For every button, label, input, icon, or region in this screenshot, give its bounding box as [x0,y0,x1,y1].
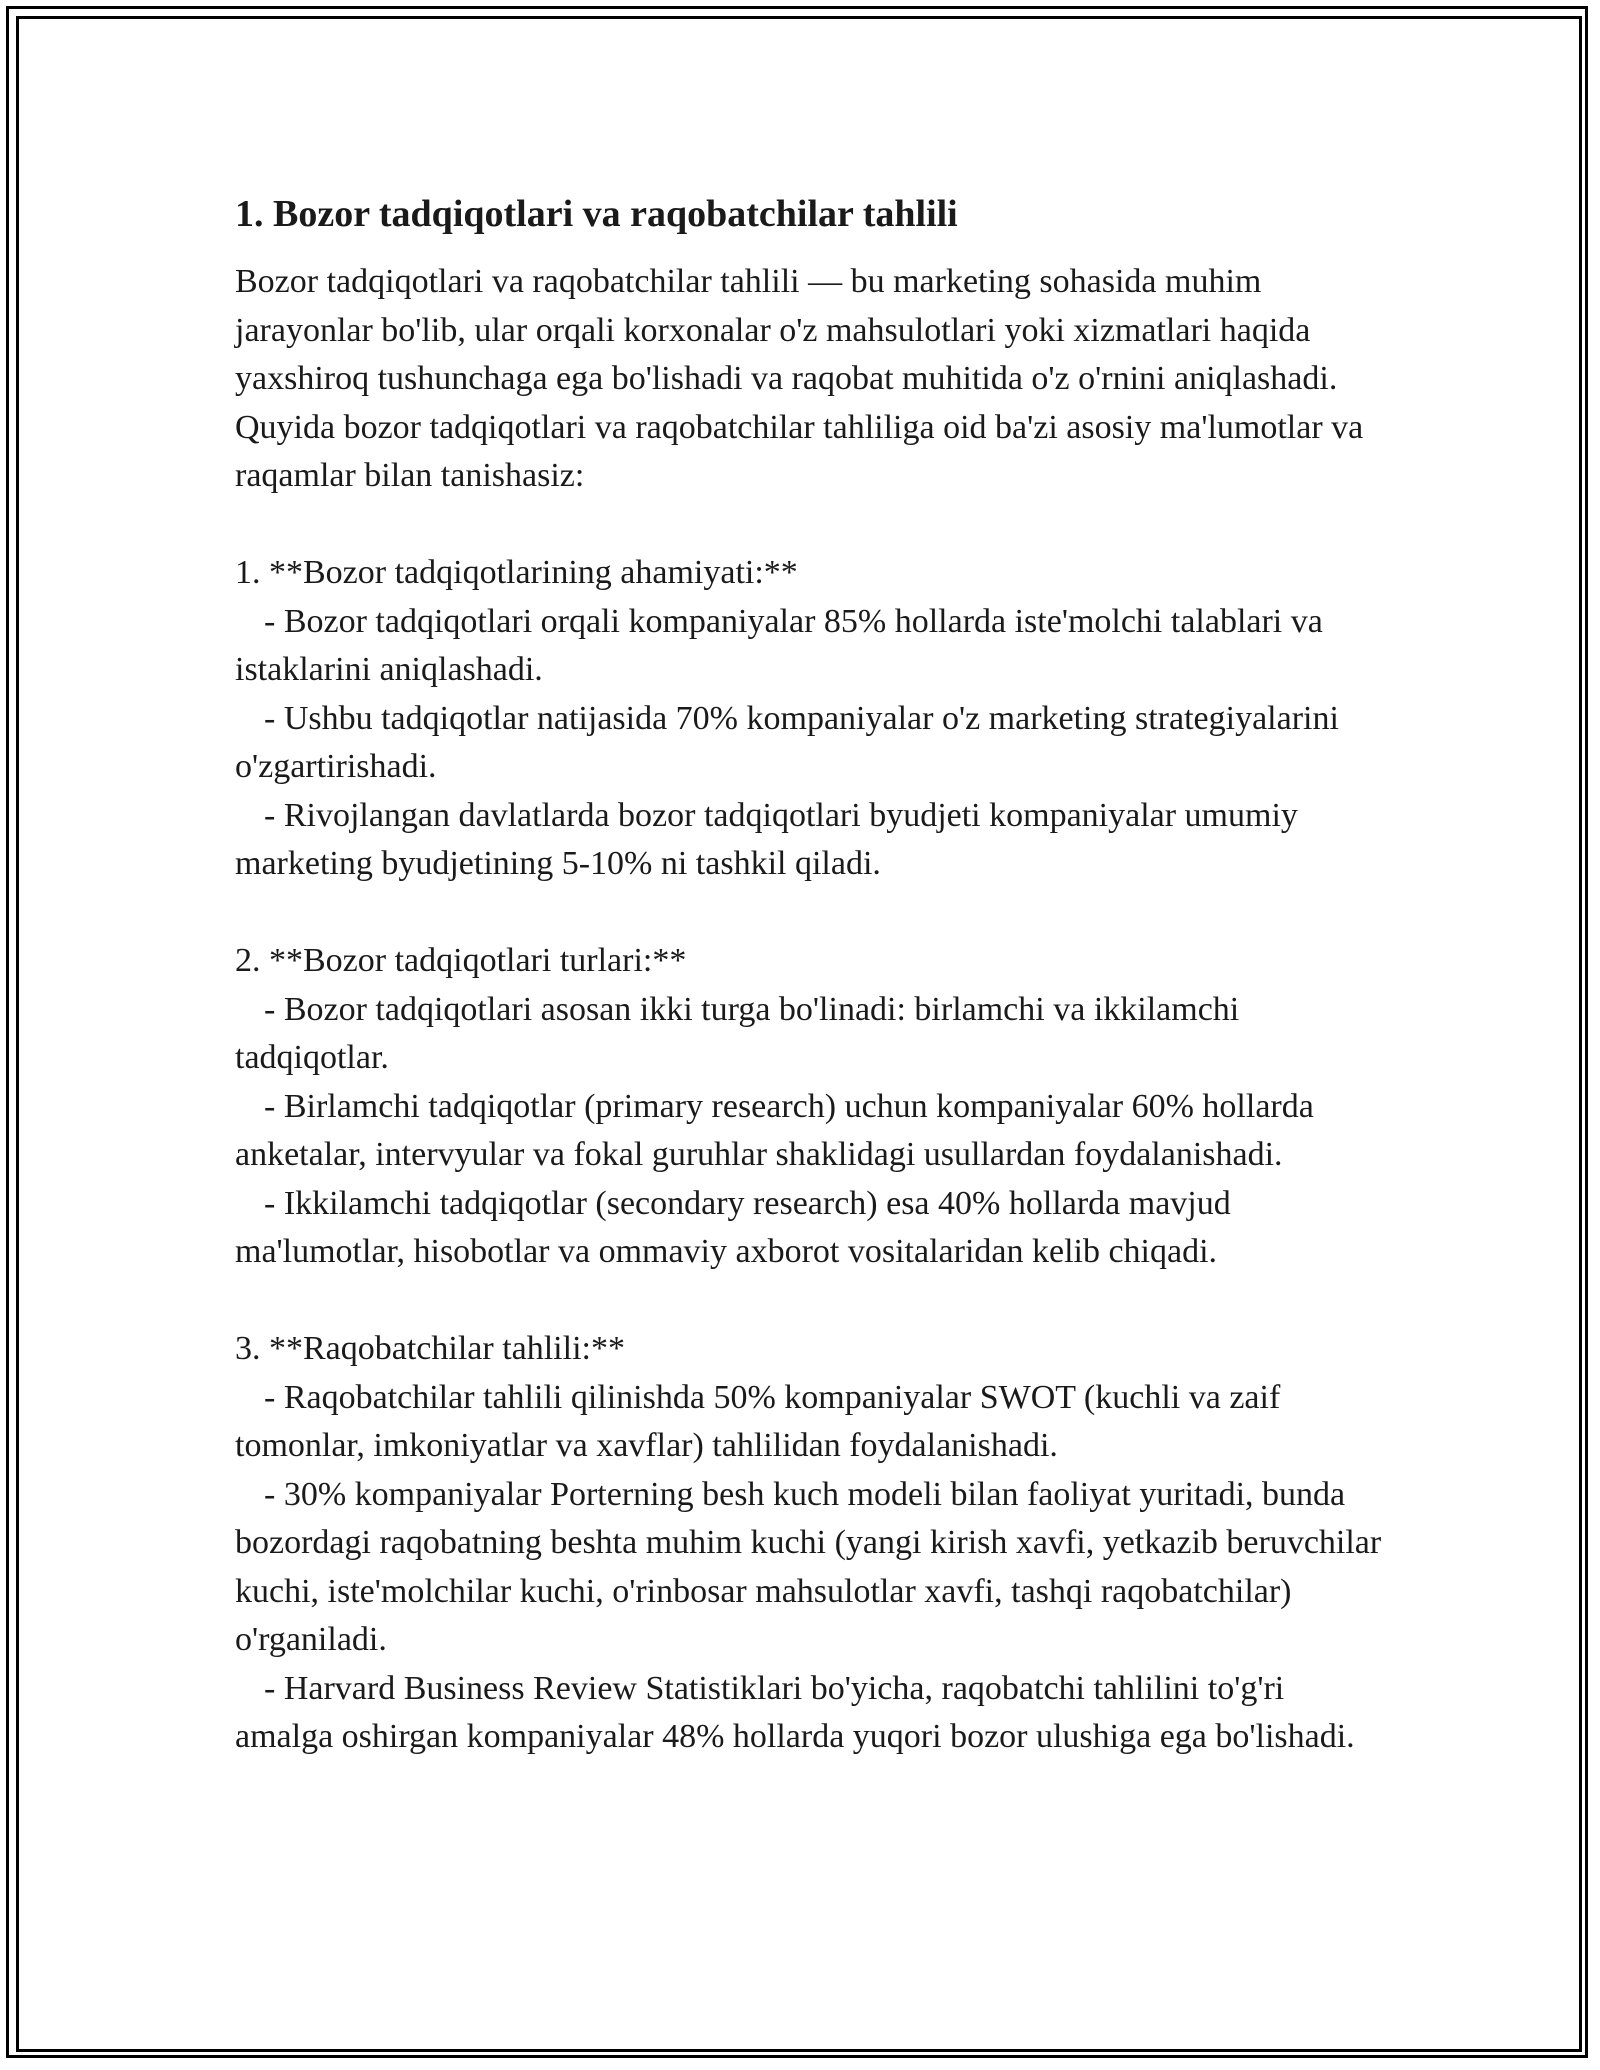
section-title: 1. **Bozor tadqiqotlarining ahamiyati:** [235,554,798,591]
bullet-item: - Rivojlangan davlatlarda bozor tadqiqotlari byudjeti kompaniyalar umumiy marketing byudjetining 5-10% ni tashkil qiladi. [235,796,1298,882]
section-types [235,937,1385,1277]
bullet-item: - Bozor tadqiqotlari orqali kompaniyalar 85% hollarda iste'molchi talablari va istaklarini aniqlashadi. [235,602,1323,688]
bullet-item: - 30% kompaniyalar Porterning besh kuch modeli bilan faoliyat yuritadi, bunda bozordagi raqobatning beshta muhim kuchi (yangi kirish xavfi, yetkazib beruvchilar kuchi, iste'molchilar kuchi, o'rinbosar mahsulotlar xavfi, tashqi raqobatchilar) o'rganiladi. [235,1475,1382,1658]
document-body [235,190,1385,1762]
bullet-item: - Ikkilamchi tadqiqotlar (secondary research) esa 40% hollarda mavjud ma'lumotlar, hisobotlar va ommaviy axborot vositalaridan kelib chiqadi. [235,1184,1231,1270]
intro-paragraph: Bozor tadqiqotlari va raqobatchilar tahlili — bu marketing sohasida muhim jarayonlar bo'lib, ular orqali korxonalar o'z mahsulotlari yoki xizmatlari haqida yaxshiroq tushunchaga ega bo'lishadi va raqobat muhitida o'z o'rnini aniqlashadi. Quyida bozor tadqiqotlari va raqobatchilar tahliliga oid ba'zi asosiy ma'lumotlar va raqamlar bilan tanishasiz: [235,263,1364,494]
bullet-item: - Ushbu tadqiqotlar natijasida 70% kompaniyalar o'z marketing strategiyalarini o'zgartirishadi. [235,699,1339,785]
section-title: 3. **Raqobatchilar tahlili:** [235,1330,625,1367]
section-title: 2. **Bozor tadqiqotlari turlari:** [235,942,687,979]
bullet-item: - Bozor tadqiqotlari asosan ikki turga bo'linadi: birlamchi va ikkilamchi tadqiqotlar. [235,990,1240,1076]
section-heading: 1. Bozor tadqiqotlari va raqobatchilar tahlili [235,193,958,235]
bullet-item: - Birlamchi tadqiqotlar (primary research) uchun kompaniyalar 60% hollarda anketalar, intervyular va fokal guruhlar shaklidagi usullardan foydalanishadi. [235,1087,1314,1173]
bullet-item: - Harvard Business Review Statistiklari bo'yicha, raqobatchi tahlilini to'g'ri amalga oshirgan kompaniyalar 48% hollarda yuqori bozor ulushiga ega bo'lishadi. [235,1669,1355,1755]
section-importance [235,549,1385,889]
section-competitors [235,1325,1385,1762]
bullet-item: - Raqobatchilar tahlili qilinishda 50% kompaniyalar SWOT (kuchli va zaif tomonlar, imkoniyatlar va xavflar) tahlilidan foydalanishadi. [235,1378,1281,1464]
